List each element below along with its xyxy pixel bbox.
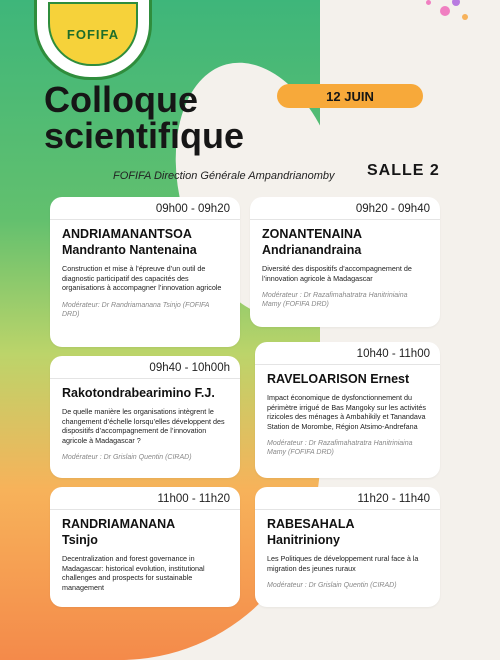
organizer-text: FOFIFA Direction Générale Ampandrianomby (113, 170, 335, 182)
session-talk: Diversité des dispositifs d’accompagnement de l’innovation agricole à Madagascar (262, 264, 412, 283)
session-talk: Construction et mise à l’épreuve d’un outil de diagnostic participatif des capacités des organisations à accompagner l’innovation agricole (62, 264, 222, 292)
session-moderator: Modérateur : Dr Razafimahatratra Hanitriniaina Mamy (FOFIFA DRD) (267, 440, 413, 456)
session-time: 09h40 - 10h00h (50, 356, 240, 379)
session-card (250, 197, 440, 327)
session-talk: Les Politiques de développement rural face à la migration des jeunes ruraux (267, 554, 419, 573)
title-line2: scientifique (44, 115, 245, 156)
session-talk: Impact économique de dysfonctionnement du périmètre irrigué de Bas Mangoky sur les activités rizicoles des ménages à Ambahikily et Tanandava Station de Morombe, Région Atsimo-Andrefana (267, 393, 426, 431)
session-speaker: Rakotondrabearimino F.J. (62, 386, 215, 400)
session-moderator: Modérateur : Dr Grislain Quentin (CIRAD) (267, 582, 397, 589)
session-moderator: Modérateur : Dr Razafimahatratra Hanitriniaina Mamy (FOFIFA DRD) (262, 292, 408, 308)
session-card (50, 487, 240, 607)
session-card (50, 197, 240, 347)
session-talk: De quelle manière les organisations intègrent le changement d’échelle lorsqu’elles développent des dispositifs d’accompagnement de l’innovation agricole à Madagascar ? (62, 407, 225, 445)
session-card (50, 356, 240, 478)
title-line1: Colloque (44, 79, 198, 120)
logo-text: FOFIFA (66, 26, 120, 42)
session-time: 09h00 - 09h20 (50, 197, 240, 220)
session-speaker: RABESAHALA Hanitriniony (267, 517, 355, 547)
session-moderator: Modérateur : Dr Grislain Quentin (CIRAD) (62, 454, 192, 461)
session-time: 09h20 - 09h40 (250, 197, 440, 220)
session-speaker: RAVELOARISON Ernest (267, 372, 410, 386)
session-time: 10h40 - 11h00 (255, 342, 440, 365)
session-moderator: Modérateur: Dr Randriamanana Tsinjo (FOFIFA DRD) (62, 301, 210, 318)
decor-dot (440, 6, 450, 16)
session-speaker: ANDRIAMANANTSOA Mandranto Nantenaina (62, 227, 197, 257)
session-speaker: RANDRIAMANANA Tsinjo (62, 517, 176, 547)
decor-dot (462, 14, 468, 20)
logo-emblem (48, 2, 138, 66)
date-badge: 12 JUIN (277, 84, 423, 108)
decor-dot (426, 0, 431, 5)
decor-dot (452, 0, 460, 6)
page-title (44, 79, 245, 156)
room-label: SALLE 2 (367, 162, 440, 179)
session-card (255, 342, 440, 478)
session-card (255, 487, 440, 607)
session-speaker: ZONANTENAINA Andrianandraina (262, 227, 362, 257)
session-talk: Decentralization and forest governance in Madagascar: historical evolution, institutional challenges and prospects for sustainable management (62, 554, 205, 592)
session-time: 11h00 - 11h20 (50, 487, 240, 510)
session-time: 11h20 - 11h40 (255, 487, 440, 510)
